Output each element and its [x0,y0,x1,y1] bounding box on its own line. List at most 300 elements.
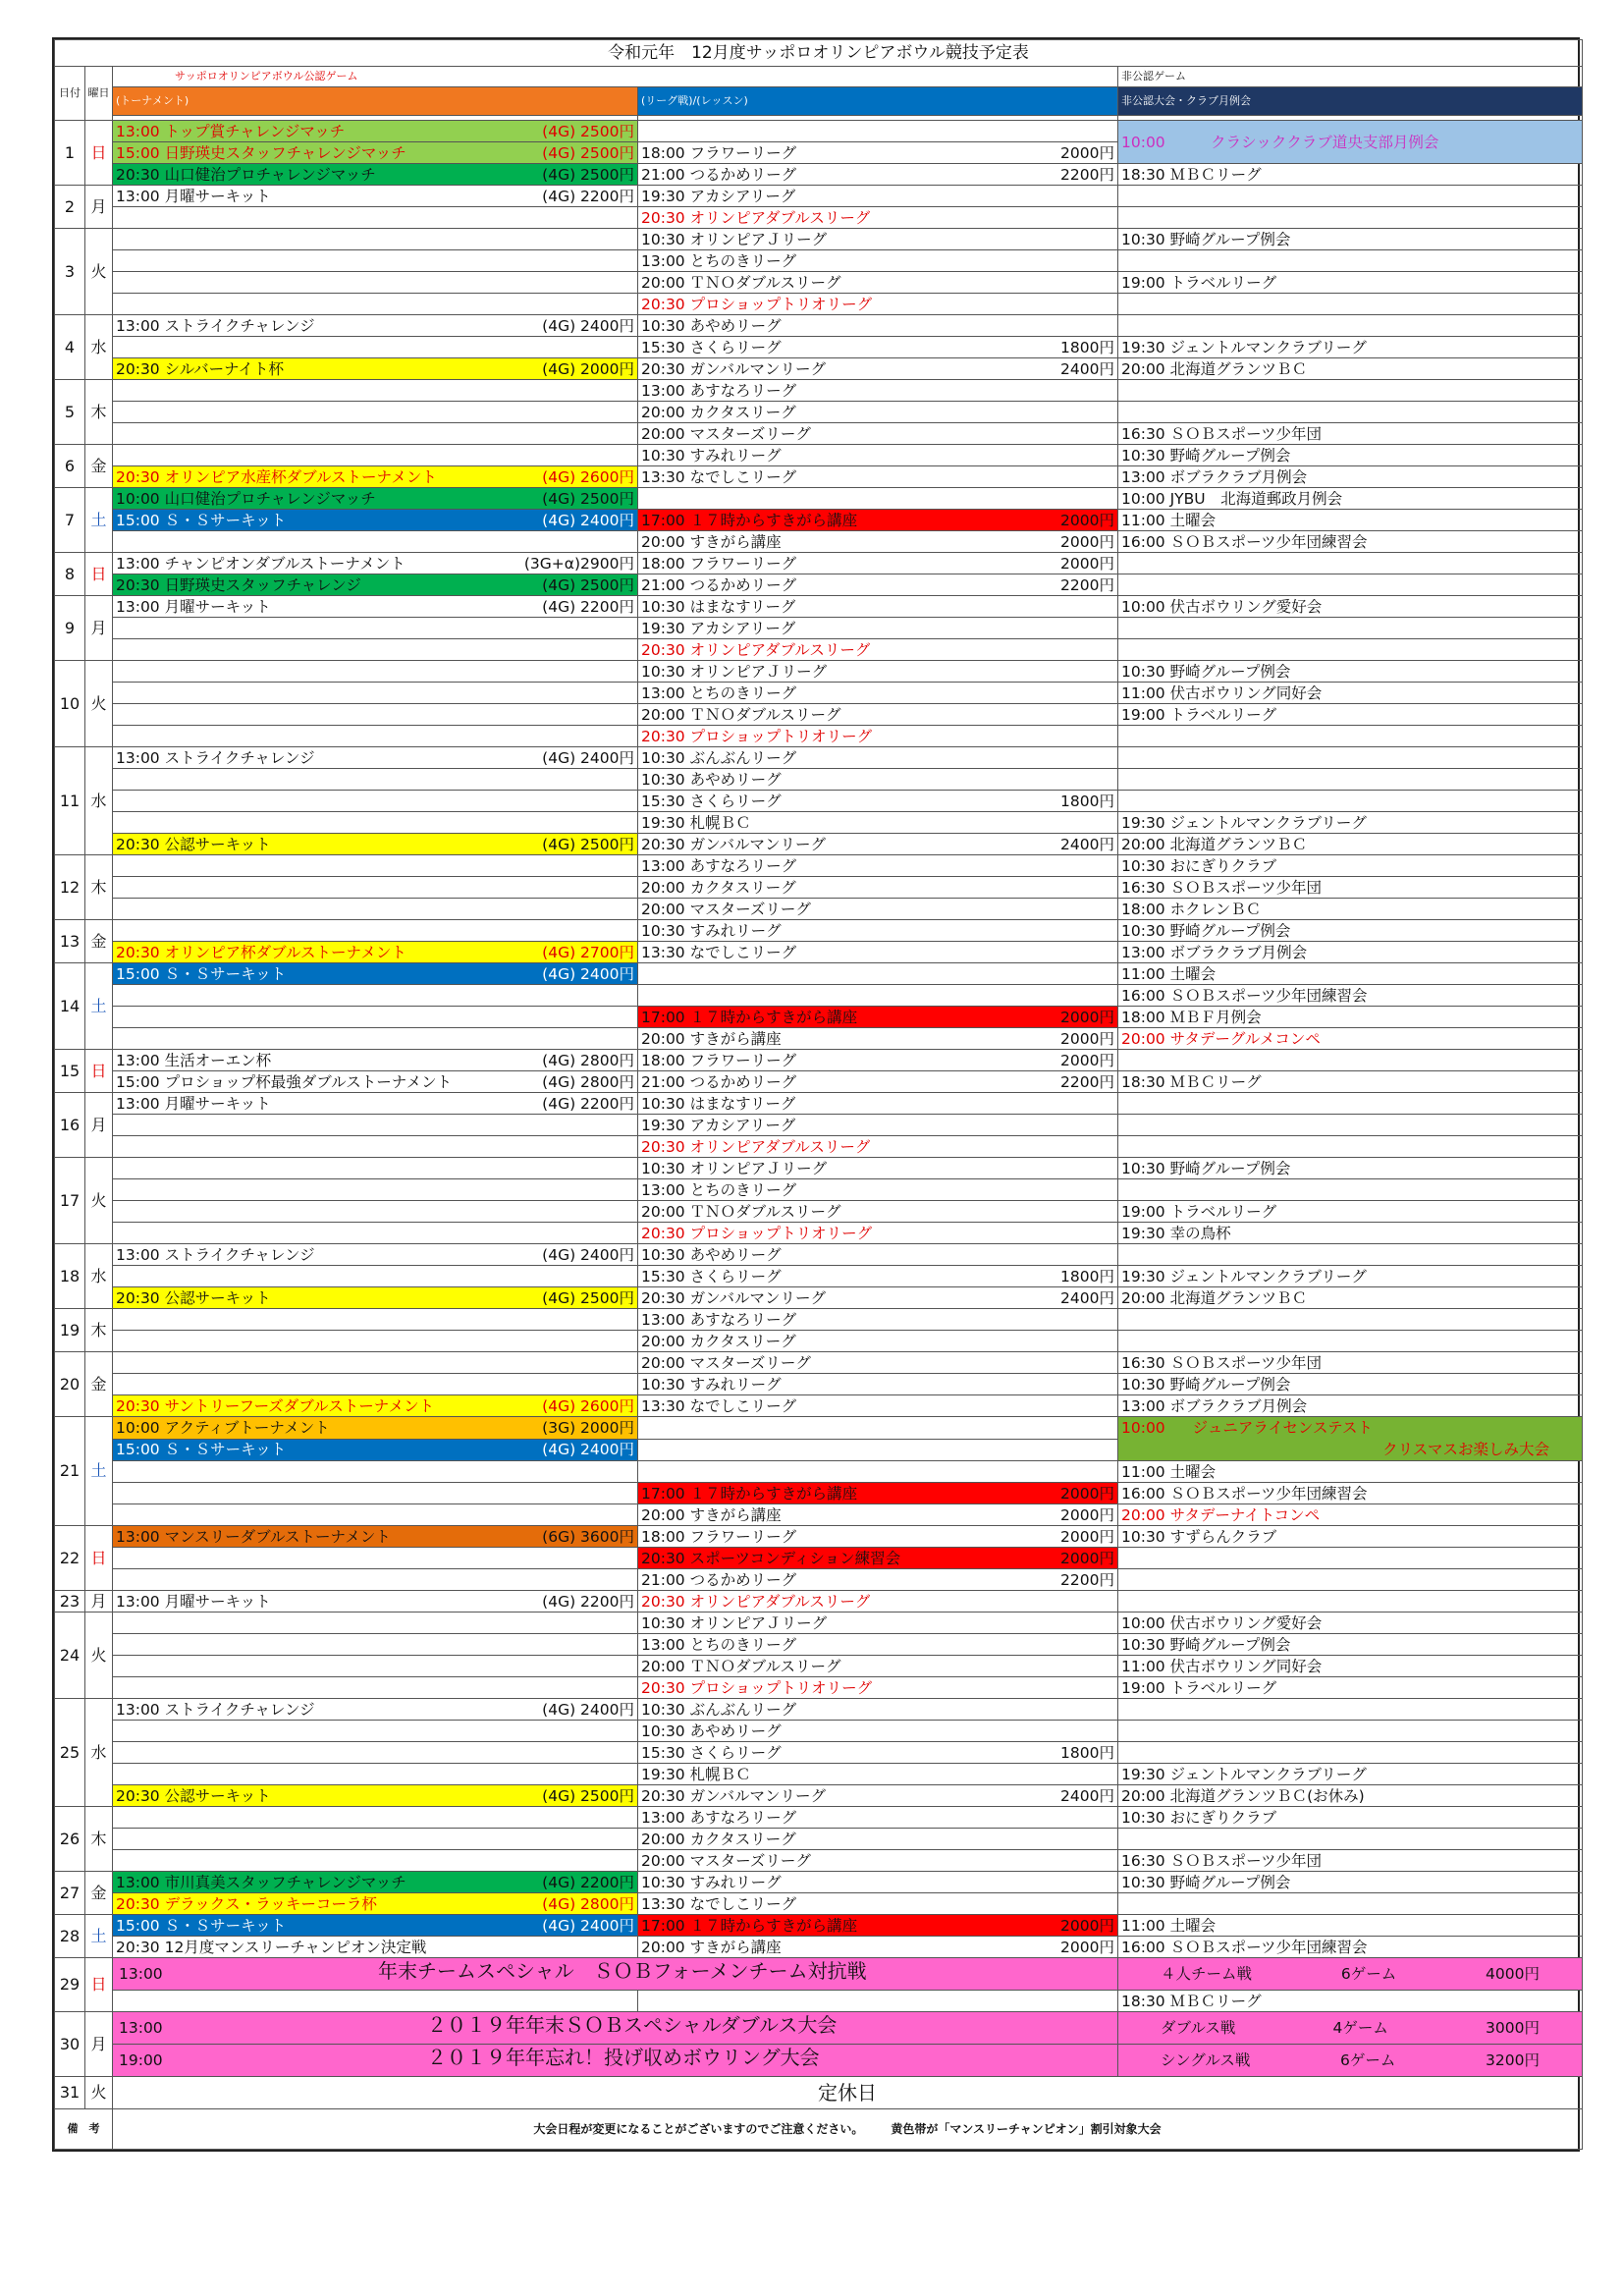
league-cell [638,618,1118,639]
entry-price: 2000円 [1060,143,1114,162]
entry-name: 13:30 なでしこリーグ [641,943,797,961]
entry-name: 10:30 おにぎりクラブ [1121,856,1277,875]
entry [116,467,634,487]
entry [1121,1484,1579,1503]
entry [641,1613,1114,1633]
entry [116,597,634,617]
day-number: 13 [55,920,85,963]
league-cell [638,1504,1118,1526]
entry [116,187,634,206]
unofficial-cell [1118,1991,1583,2012]
entry-price: (4G) 2400円 [542,316,634,335]
entry-name: 20:00 マスターズリーグ [641,900,811,918]
tournament-cell [113,1439,638,1461]
entry [1121,424,1579,444]
entry [641,1288,1114,1308]
schedule-row [55,1721,1583,1742]
entry-price: (4G) 2400円 [542,511,634,529]
tournament-cell [113,510,638,531]
entry-name: 13:00 月曜サーキット [116,1592,271,1611]
day-number: 7 [55,488,85,553]
schedule-row [55,121,1583,142]
schedule-row [55,769,1583,791]
league-cell [638,186,1118,207]
entry-name: 13:00 ストライクチャレンジ [116,1245,315,1264]
entry-name: 19:30 札幌ＢＣ [641,1765,751,1783]
day-number: 26 [55,1807,85,1872]
entry-name: ジュニアライセンステスト [1192,1419,1374,1437]
league-cell [638,531,1118,553]
entry [1121,165,1579,185]
entry-name: 20:30 プロショップトリオリーグ [641,1678,873,1697]
entry [116,1873,634,1892]
league-cell [638,358,1118,380]
unofficial-cell [1118,1093,1583,1115]
schedule-row [55,1591,1583,1613]
league-cell [638,1829,1118,1850]
league-cell [638,1656,1118,1677]
league-cell [638,769,1118,791]
entry [641,1873,1114,1892]
schedule-row [55,1548,1583,1569]
entry-name: 20:30 ガンバルマンリーグ [641,1288,827,1307]
unofficial-cell [1118,315,1583,337]
league-cell [638,121,1118,142]
day-number: 5 [55,380,85,445]
day-number: 27 [55,1872,85,1915]
league-cell [638,1483,1118,1504]
schedule-row [55,1136,1583,1158]
entry [641,230,1114,249]
entry-name: 10:30 ぶんぶんリーグ [641,748,797,767]
entry-name: 13:00 とちのきリーグ [641,1635,797,1654]
entry [1121,943,1579,962]
entry-price: 2200円 [1060,1072,1114,1091]
note-text-1: 大会日程が変更になることがございますのでご注意ください。 [533,2122,864,2136]
league-cell [638,1548,1118,1569]
entry-name: 20:30 日野瑛史スタッフチャレンジ [116,575,361,594]
entry-name: 16:30 ＳＯＢスポーツ少年団 [1121,1851,1322,1870]
entry-name: 13:00 市川真美スタッフチャレンジマッチ [116,1873,406,1891]
tournament-cell [113,1050,638,1071]
entry [641,511,1114,530]
league-cell [638,1331,1118,1352]
header-unofficial-sub: 非公認大会・クラブ月例会 [1118,87,1583,116]
entry [116,1418,634,1438]
schedule-row [55,272,1583,294]
entry-price: 2000円 [1060,1938,1114,1956]
schedule-row [55,1417,1583,1440]
day-number: 14 [55,963,85,1050]
entry-name: 20:00 ＴＮＯダブルスリーグ [641,705,841,724]
entry-name: 10:00 伏古ボウリング愛好会 [1121,597,1323,616]
tournament-cell [113,1352,638,1374]
schedule-row [55,531,1583,553]
entry [641,338,1114,357]
schedule-table [54,39,1583,2150]
day-number: 20 [55,1352,85,1417]
tournament-cell [113,1872,638,1893]
schedule-row [55,1991,1583,2012]
entry-name: 10:30 すみれリーグ [641,1375,782,1394]
league-cell [638,1461,1118,1483]
day-of-week: 木 [85,1309,113,1352]
entry [1121,1462,1579,1482]
unofficial-cell [1118,1374,1583,1395]
schedule-row [55,1915,1583,1937]
tournament-cell [113,315,638,337]
tournament-cell [113,704,638,726]
league-cell [638,553,1118,574]
entry [641,273,1114,293]
day-number: 31 [55,2077,85,2109]
entry-price: 2400円 [1060,1786,1114,1805]
entry [641,381,1114,401]
tournament-cell [113,1115,638,1136]
entry-name: 13:00 ストライクチャレンジ [116,1700,315,1719]
entry-name: 13:00 とちのきリーグ [641,251,797,270]
entry-name: 13:30 なでしこリーグ [641,1396,797,1415]
unofficial-cell [1118,1634,1583,1656]
day-of-week: 木 [85,380,113,445]
entry-price: 2000円 [1060,554,1114,573]
entry [641,705,1114,725]
entry-price: 2000円 [1060,532,1114,551]
entry-name: 20:30 オリンピア杯ダブルストーナメント [116,943,406,961]
entry [641,1094,1114,1114]
league-cell [638,1244,1118,1266]
entry [641,792,1114,811]
league-cell [638,294,1118,315]
entry [641,1051,1114,1070]
entry [641,619,1114,638]
schedule-row [55,1850,1583,1872]
schedule-row [55,1893,1583,1915]
league-cell [638,920,1118,942]
entry-name: 19:30 幸の鳥杯 [1121,1224,1231,1242]
entry-price: 2000円 [1060,1008,1114,1026]
schedule-row [55,1093,1583,1115]
league-cell [638,1352,1118,1374]
league-cell [638,1266,1118,1287]
entry-name: 15:00 Ｓ・Ｓサーキット [116,511,287,529]
entry-name: 10:00 山口健治プロチャレンジマッチ [116,489,376,508]
schedule-row [55,855,1583,877]
league-cell [638,661,1118,683]
entry [1121,1527,1579,1547]
day-number: 25 [55,1699,85,1807]
entry-name: 10:30 オリンピアＪリーグ [641,1613,828,1632]
entry [1121,1873,1579,1892]
entry-name: 15:00 プロショップ杯最強ダブルストーナメント [116,1072,453,1091]
league-cell [638,963,1118,985]
page-title: 令和元年 12月度サッポロオリンピアボウル競技予定表 [55,40,1583,67]
entry-name: 13:00 ボブラクラブ月例会 [1121,943,1308,961]
schedule-row [55,1483,1583,1504]
league-cell [638,1807,1118,1829]
special-detail [1118,2012,1583,2045]
entry [641,1159,1114,1178]
special-event [113,2045,1118,2077]
tournament-cell [113,834,638,855]
entry-name: 10:30 すみれリーグ [641,921,782,940]
unofficial-cell [1118,1937,1583,1958]
schedule-row [55,358,1583,380]
entry-name: 16:00 ＳＯＢスポーツ少年団練習会 [1121,532,1368,551]
tournament-cell [113,337,638,358]
entry-name: 10:30 はまなすリーグ [641,597,796,616]
entry-name: 20:00 ＴＮＯダブルスリーグ [641,1657,841,1675]
entry-name: 15:30 さくらリーグ [641,1743,782,1762]
entry [1121,1029,1579,1049]
entry-name: 18:00 フラワーリーグ [641,1527,797,1546]
schedule-row [55,1266,1583,1287]
day-of-week: 水 [85,1699,113,1807]
entry [641,727,1114,746]
entry [641,835,1114,854]
league-cell [638,1309,1118,1331]
entry-name: 18:00 ホクレンＢＣ [1121,900,1262,918]
day-number: 19 [55,1309,85,1352]
entry-name: 20:00 ＴＮＯダブルスリーグ [641,273,841,292]
entry [1121,467,1579,487]
entry-price: (4G) 2800円 [542,1072,634,1091]
league-cell [638,877,1118,899]
tournament-cell [113,380,638,402]
unofficial-cell [1118,942,1583,963]
entry-name: 20:00 すきがら講座 [641,532,782,551]
entry-price: (4G) 2400円 [542,1245,634,1264]
unofficial-cell [1118,1764,1583,1785]
special-detail [1118,1958,1583,1991]
tournament-cell [113,1179,638,1201]
schedule-row [55,250,1583,272]
entry-name: 19:30 アカシアリーグ [641,1116,796,1134]
unofficial-cell [1118,1158,1583,1179]
special-name: ２０１９年年末ＳＯＢスペシャルダブルス大会 [427,2013,838,2037]
tournament-cell [113,164,638,186]
unofficial-cell [1118,466,1583,488]
tournament-cell [113,812,638,834]
entry-name: 20:30 オリンピアダブルスリーグ [641,208,871,227]
entry [1121,1288,1579,1308]
schedule-row [55,726,1583,747]
league-cell [638,1742,1118,1764]
entry-name: 19:30 アカシアリーグ [641,619,796,637]
day-of-week: 土 [85,1915,113,1958]
entry-name: 13:00 月曜サーキット [116,187,271,205]
entry-name: 11:00 土曜会 [1121,1462,1217,1481]
tournament-cell [113,1807,638,1829]
league-cell [638,747,1118,769]
entry-name: 10:00 JYBU 北海道郵政月例会 [1121,489,1343,508]
entry-name: 20:00 北海道グランツＢＣ(お休み) [1121,1786,1365,1805]
unofficial-cell [1118,553,1583,574]
unofficial-cell [1118,726,1583,747]
special-row [55,2045,1583,2077]
entry-name: 13:00 月曜サーキット [116,1094,271,1113]
entry [1121,1786,1579,1806]
league-cell [638,1526,1118,1548]
day-of-week: 木 [85,855,113,920]
tournament-cell [113,661,638,683]
entry-name: 20:30 山口健治プロチャレンジマッチ [116,165,376,184]
entry [641,1722,1114,1741]
league-cell [638,1374,1118,1395]
unofficial-cell [1118,1807,1583,1829]
tournament-cell [113,358,638,380]
unofficial-cell [1118,1850,1583,1872]
entry-name: 10:00 伏古ボウリング愛好会 [1121,1613,1323,1632]
note-row [55,2109,1583,2150]
day-number: 15 [55,1050,85,1093]
entry [641,1116,1114,1135]
league-cell [638,683,1118,704]
entry-name: 10:30 すみれリーグ [641,1873,782,1891]
entry [1121,705,1579,725]
entry-price: 2000円 [1060,1051,1114,1069]
day-number: 28 [55,1915,85,1958]
entry-name: 10:30 あやめリーグ [641,1245,782,1264]
entry-name: 11:00 土曜会 [1121,964,1217,983]
unofficial-cell [1118,769,1583,791]
entry [1121,446,1579,465]
schedule-row [55,812,1583,834]
entry-name: 19:00 トラベルリーグ [1121,1202,1277,1221]
tournament-cell [113,1764,638,1785]
entry-price: (4G) 2800円 [542,1894,634,1913]
header-day: 日付 [55,67,85,121]
entry-price: 2200円 [1060,575,1114,594]
entry-name: 10:00 アクティブトーナメント [116,1418,330,1437]
entry [116,1288,634,1308]
schedule-row [55,942,1583,963]
entry-name: 10:30 野崎グループ例会 [1121,1375,1291,1394]
entry-name: 20:30 オリンピアダブルスリーグ [641,640,871,659]
entry [641,1635,1114,1655]
league-cell [638,942,1118,963]
tournament-cell [113,1093,638,1115]
tournament-cell [113,1136,638,1158]
entry [1121,900,1579,919]
entry-price: (4G) 2400円 [542,1441,634,1459]
tournament-cell [113,942,638,963]
entry-name: 18:30 ＭＢＣリーグ [1121,1072,1262,1091]
special-row [55,1958,1583,1991]
entry [116,359,634,379]
entry-name: 19:30 ジェントルマンクラブリーグ [1121,1267,1367,1285]
entry-name: 13:00 チャンピオンダブルストーナメント [116,554,406,573]
entry [1121,1159,1579,1178]
unofficial-cell [1118,1050,1583,1071]
unofficial-cell [1118,250,1583,272]
unofficial-cell [1118,510,1583,531]
unofficial-cell [1118,423,1583,445]
tournament-cell [113,1331,638,1352]
schedule-row [55,1309,1583,1331]
day-of-week: 火 [85,661,113,747]
league-cell [638,1223,1118,1244]
day-number: 6 [55,445,85,488]
tournament-cell [113,1526,638,1548]
day-of-week: 水 [85,315,113,380]
entry [1121,133,1579,152]
tournament-cell [113,747,638,769]
tournament-cell [113,726,638,747]
league-cell [638,639,1118,661]
entry-name: 17:00 １７時からすきがら講座 [641,1916,858,1935]
schedule-row [55,402,1583,423]
day-number: 12 [55,855,85,920]
unofficial-cell [1118,1872,1583,1893]
entry [1121,1678,1579,1698]
entry [641,143,1114,163]
tournament-cell [113,639,638,661]
day-number: 10 [55,661,85,747]
schedule-row [55,1395,1583,1417]
entry [641,640,1114,660]
day-of-week: 火 [85,1158,113,1244]
unofficial-cell [1118,186,1583,207]
entry-price: 1800円 [1060,1743,1114,1762]
entry-name: 13:00 あすなろリーグ [641,856,797,875]
entry-name: 20:00 北海道グランツＢＣ [1121,835,1308,853]
entry [641,1678,1114,1698]
entry-name: 18:30 ＭＢＣリーグ [1121,1992,1262,2010]
unofficial-cell [1118,207,1583,229]
entry [641,165,1114,185]
tournament-cell [113,121,638,142]
tournament-cell [113,1850,638,1872]
unofficial-cell [1118,596,1583,618]
entry-name: 20:30 ガンバルマンリーグ [641,359,827,378]
entry-price: 2000円 [1060,1527,1114,1546]
special-event [113,2012,1118,2045]
entry [641,251,1114,271]
unofficial-cell [1118,488,1583,510]
entry-name: 21:00 つるかめリーグ [641,1570,797,1589]
entry-name: 20:30 スポーツコンディション練習会 [641,1549,901,1567]
entry-name: 10:30 野崎グループ例会 [1121,1873,1291,1891]
unofficial-cell [1118,1504,1583,1526]
day-of-week: 土 [85,488,113,553]
entry-name: 13:00 ストライクチャレンジ [116,748,315,767]
unofficial-cell [1118,337,1583,358]
day-of-week: 火 [85,2077,113,2109]
entry-name: 13:00 とちのきリーグ [641,1180,797,1199]
unofficial-cell [1118,1417,1583,1461]
entry [641,683,1114,703]
entry [641,1851,1114,1871]
day-of-week: 月 [85,186,113,229]
entry-price: (4G) 2600円 [542,467,634,486]
entry-name: 10:00 クラシッククラブ道央支部月例会 [1121,133,1439,151]
day-of-week: 火 [85,229,113,315]
entry-name: 20:00 すきがら講座 [641,1505,782,1524]
entry [641,1072,1114,1092]
entry-price: (4G) 2700円 [542,943,634,961]
entry-price: 2000円 [1060,511,1114,529]
entry-name: 20:30 サントリーフーズダブルストーナメント [116,1396,435,1415]
day-of-week: 日 [85,121,113,186]
tournament-cell [113,1417,638,1440]
entry-name: 13:00 生活オーエン杯 [116,1051,272,1069]
entry-name: 15:00 Ｓ・Ｓサーキット [116,1441,287,1459]
entry [116,835,634,854]
unofficial-cell [1118,1287,1583,1309]
entry [641,1570,1114,1590]
entry [116,165,634,185]
